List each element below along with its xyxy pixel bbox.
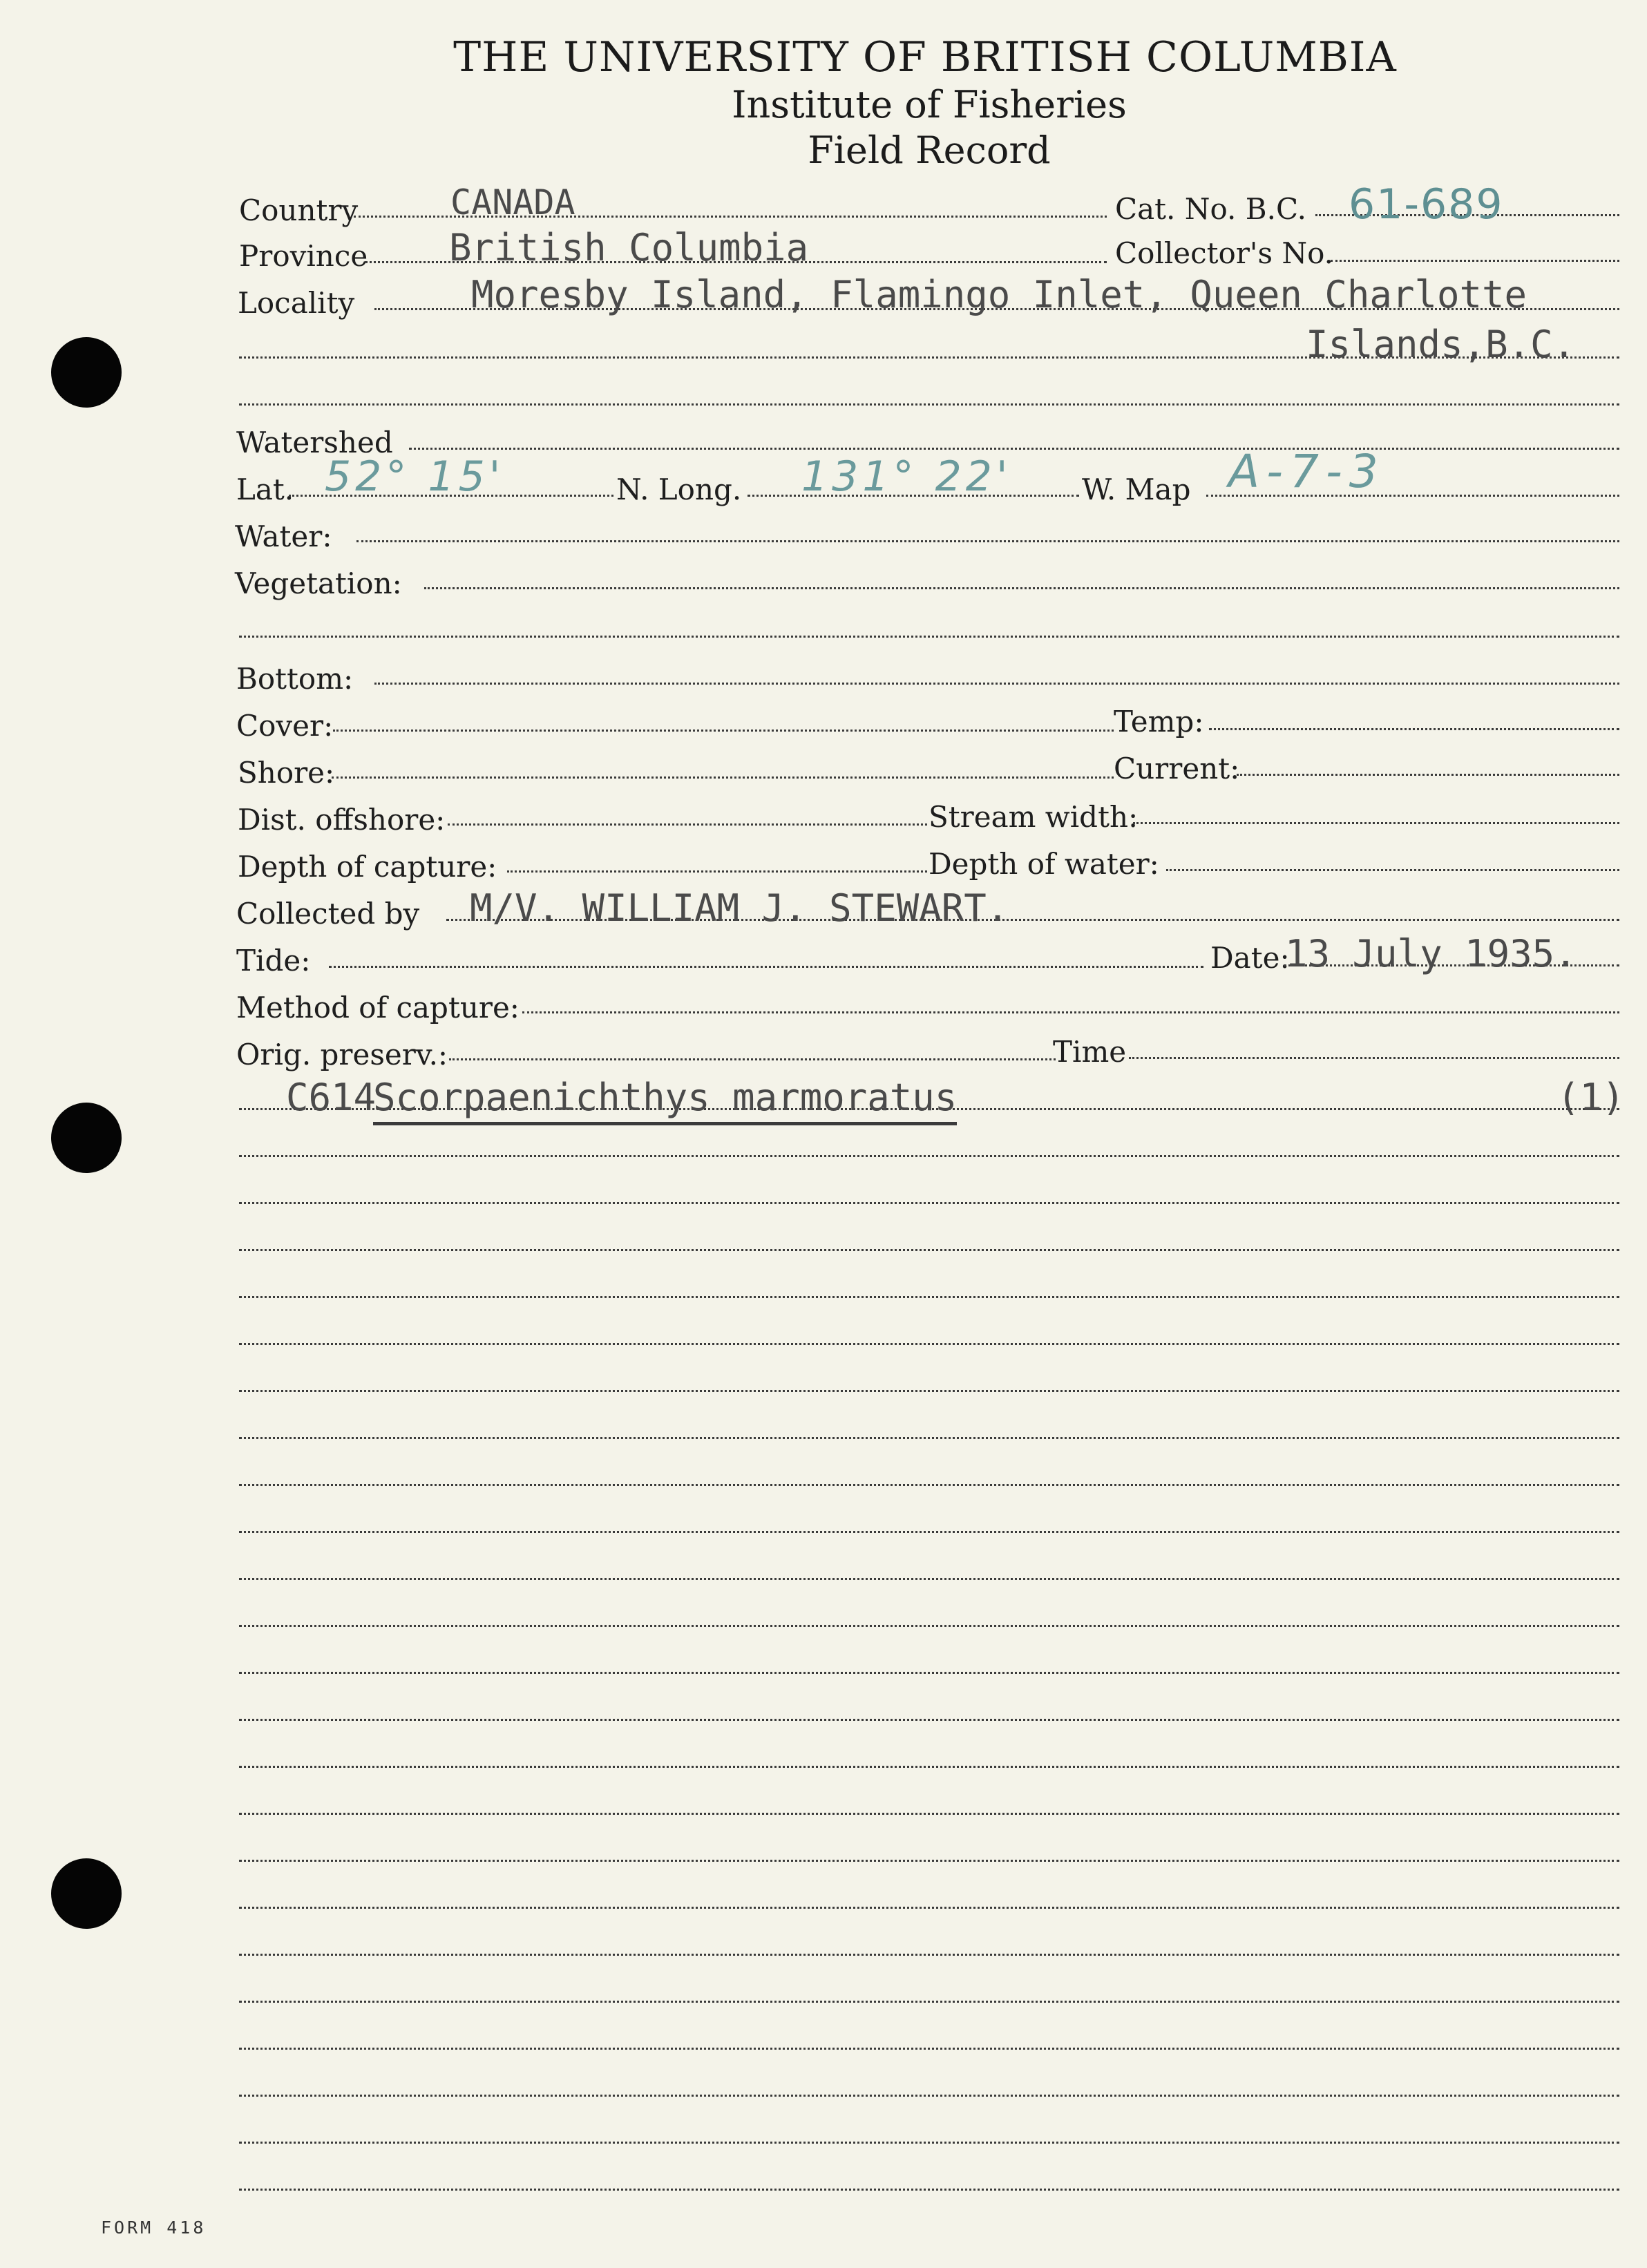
ruled-line	[239, 2001, 1619, 2003]
ruled-line	[239, 2142, 1619, 2144]
method-label: Method of capture:	[236, 991, 520, 1025]
ruled-line	[239, 2048, 1619, 2050]
collectors-no-label: Collector's No.	[1115, 236, 1334, 270]
date-label: Date:	[1210, 941, 1290, 975]
tide-label: Tide:	[236, 944, 311, 978]
locality-value-line2: Islands,B.C.	[1306, 323, 1576, 366]
map-value: A-7-3	[1228, 445, 1385, 498]
cat-no-label: Cat. No. B.C.	[1115, 192, 1306, 226]
dist-offshore-label: Dist. offshore:	[238, 803, 446, 837]
cat-no-value: 61-689	[1349, 180, 1504, 229]
specimen-code: C614	[286, 1076, 377, 1119]
cover-label: Cover:	[236, 709, 334, 743]
collected-by-label: Collected by	[236, 897, 420, 931]
depth-capture-line	[507, 870, 927, 873]
collectors-no-line	[1331, 260, 1619, 262]
province-value: British Columbia	[449, 226, 809, 269]
time-line	[1129, 1057, 1619, 1059]
country-label: Country	[239, 193, 359, 227]
lat-label: Lat.	[236, 473, 294, 506]
ruled-line	[239, 1531, 1619, 1533]
bottom-label: Bottom:	[236, 662, 354, 696]
watershed-label: Watershed	[236, 426, 393, 459]
ruled-line	[239, 1907, 1619, 1909]
long-value: 131° 22'	[801, 452, 1012, 501]
time-label: Time	[1053, 1035, 1127, 1069]
ruled-line	[239, 2095, 1619, 2097]
punch-hole-bottom	[51, 1858, 122, 1929]
current-line	[1237, 774, 1619, 776]
collected-by-value: M/V. WILLIAM J. STEWART.	[470, 886, 1009, 930]
locality-value-line1: Moresby Island, Flamingo Inlet, Queen Charlotte	[471, 273, 1527, 316]
shore-line	[332, 776, 1114, 779]
institute-title: Institute of Fisheries	[732, 83, 1127, 126]
date-value: 13 July 1935.	[1285, 932, 1577, 975]
locality-label: Locality	[238, 286, 355, 320]
ruled-line	[239, 1813, 1619, 1815]
vegetation-line-1	[424, 587, 1619, 589]
lat-value: 52° 15'	[325, 452, 505, 501]
ruled-line	[239, 1202, 1619, 1204]
ruled-line	[239, 2189, 1619, 2191]
ruled-line	[239, 1578, 1619, 1580]
cover-line	[333, 730, 1114, 732]
ruled-line	[239, 1296, 1619, 1298]
depth-water-line	[1166, 869, 1619, 871]
ruled-line	[239, 1390, 1619, 1392]
ruled-line	[239, 1860, 1619, 1862]
ruled-line	[239, 1437, 1619, 1439]
orig-preserv-line	[449, 1058, 1056, 1060]
ruled-line	[239, 1249, 1619, 1251]
tide-line	[329, 966, 1203, 968]
depth-water-label: Depth of water:	[929, 847, 1159, 881]
long-label: N. Long.	[616, 473, 742, 506]
temp-label: Temp:	[1114, 705, 1204, 738]
record-title: Field Record	[808, 128, 1051, 172]
stream-width-line	[1133, 822, 1619, 824]
stream-width-label: Stream width:	[929, 800, 1139, 834]
province-label: Province	[239, 239, 368, 273]
vegetation-line-2	[239, 636, 1619, 638]
current-label: Current:	[1114, 752, 1240, 785]
watershed-line	[409, 448, 1619, 450]
temp-line	[1209, 728, 1619, 730]
orig-preserv-label: Orig. preserv.:	[236, 1038, 448, 1071]
specimen-count: (1)	[1557, 1076, 1625, 1119]
ruled-line	[239, 1625, 1619, 1627]
water-label: Water:	[235, 520, 332, 553]
ruled-line	[239, 1343, 1619, 1345]
ruled-line	[239, 1766, 1619, 1768]
shore-label: Shore:	[238, 756, 335, 790]
ruled-line	[239, 1954, 1619, 1956]
ruled-line	[239, 1672, 1619, 1674]
dist-offshore-line	[448, 823, 927, 826]
bottom-line	[374, 683, 1619, 685]
locality-line-3	[239, 403, 1619, 406]
ruled-line	[239, 1484, 1619, 1486]
method-line	[522, 1011, 1619, 1013]
country-value: CANADA	[450, 182, 575, 222]
ruled-line	[239, 1155, 1619, 1157]
specimen-name: Scorpaenichthys marmoratus	[373, 1079, 957, 1125]
depth-capture-label: Depth of capture:	[238, 850, 497, 884]
university-title: THE UNIVERSITY OF BRITISH COLUMBIA	[453, 33, 1397, 82]
form-number: FORM 418	[101, 2218, 207, 2238]
vegetation-label: Vegetation:	[235, 566, 402, 600]
water-line	[356, 540, 1619, 542]
ruled-line	[239, 1719, 1619, 1721]
punch-hole-middle	[51, 1103, 122, 1173]
map-label: W. Map	[1082, 473, 1191, 506]
punch-hole-top	[51, 337, 122, 408]
